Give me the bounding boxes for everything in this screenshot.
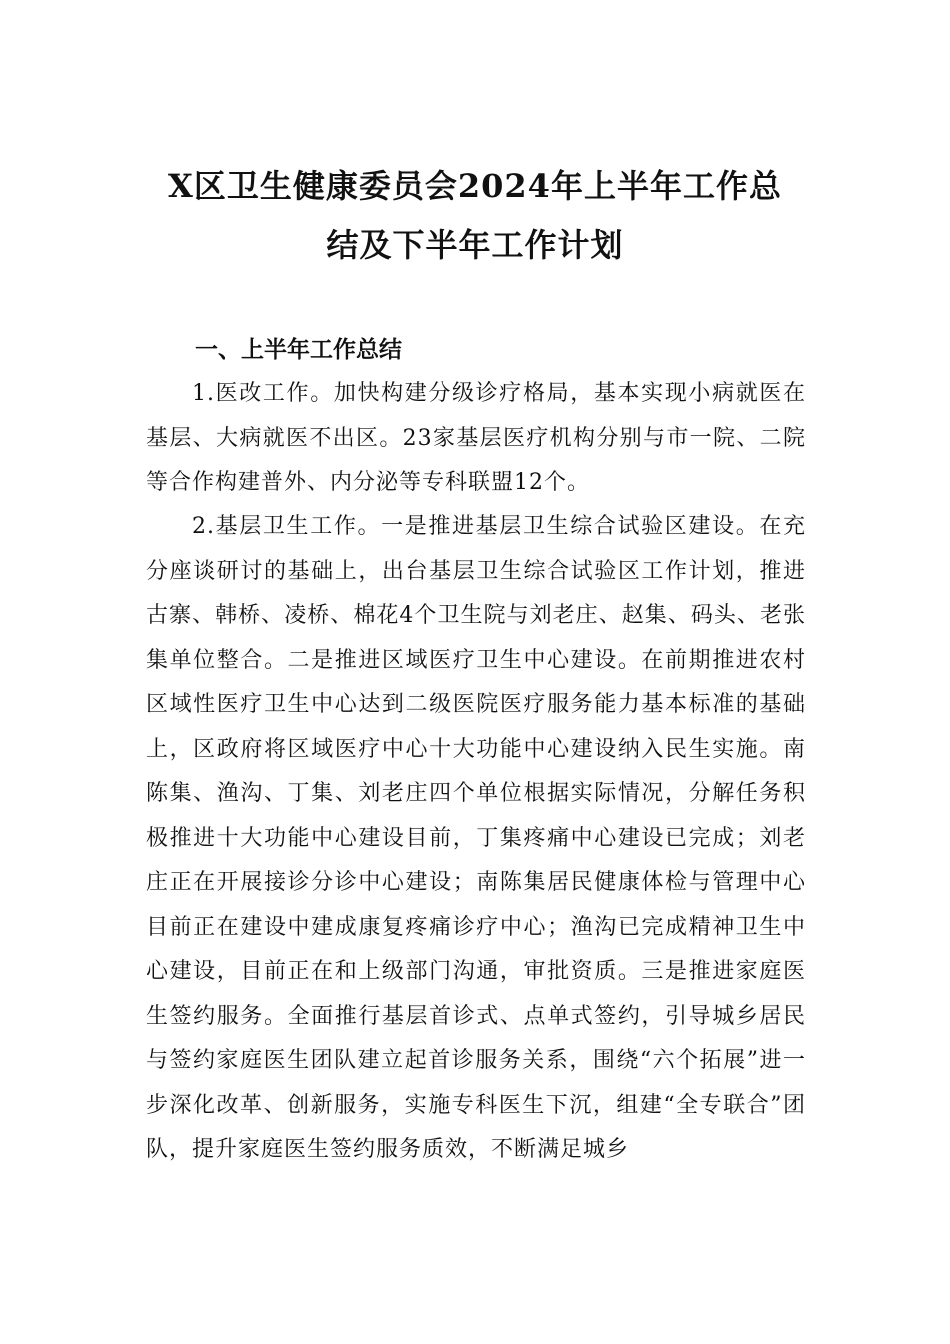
document-title-line-2: 结及下半年工作计划 [326, 226, 624, 264]
paragraph-medical-reform: 1.医改工作。加快构建分级诊疗格局，基本实现小病就医在基层、大病就医不出区。23家基层医疗机构分别与市一院、二院等合作构建普外、内分泌等专科联盟12个。 [146, 381, 806, 495]
document-title-line-1: X区卫生健康委员会2024年上半年工作总 [168, 167, 782, 205]
paragraph-primary-health: 2.基层卫生工作。一是推进基层卫生综合试验区建设。在充分座谈研讨的基础上，出台基层卫生综合试验区工作计划，推进古寨、韩桥、凌桥、棉花4个卫生院与刘老庄、赵集、码头、老张集单位整合。二是推进区域医疗卫生中心建设。在前期推进农村区域性医疗卫生中心达到二级医院医疗服务能力基本标准的基础上，区政府将区域医疗中心十大功能中心建设纳入民生实施。南陈集、渔沟、丁集、刘老庄四个单位根据实际情况，分解任务积极推进十大功能中心建设目前，丁集疼痛中心建设已完成；刘老庄正在开展接诊分诊中心建设；南陈集居民健康体检与管理中心目前正在建设中建成康复疼痛诊疗中心；渔沟已完成精神卫生中心建设，目前正在和上级部门沟通，审批资质。三是推进家庭医生签约服务。全面推行基层首诊式、点单式签约，引导城乡居民与签约家庭医生团队建立起首诊服务关系，围绕“六个拓展”进一步深化改革、创新服务，实施专科医生下沉，组建“全专联合”团队，提升家庭医生签约服务质效，不断满足城乡 [146, 514, 806, 1162]
section-heading: 一、上半年工作总结 [195, 337, 402, 363]
